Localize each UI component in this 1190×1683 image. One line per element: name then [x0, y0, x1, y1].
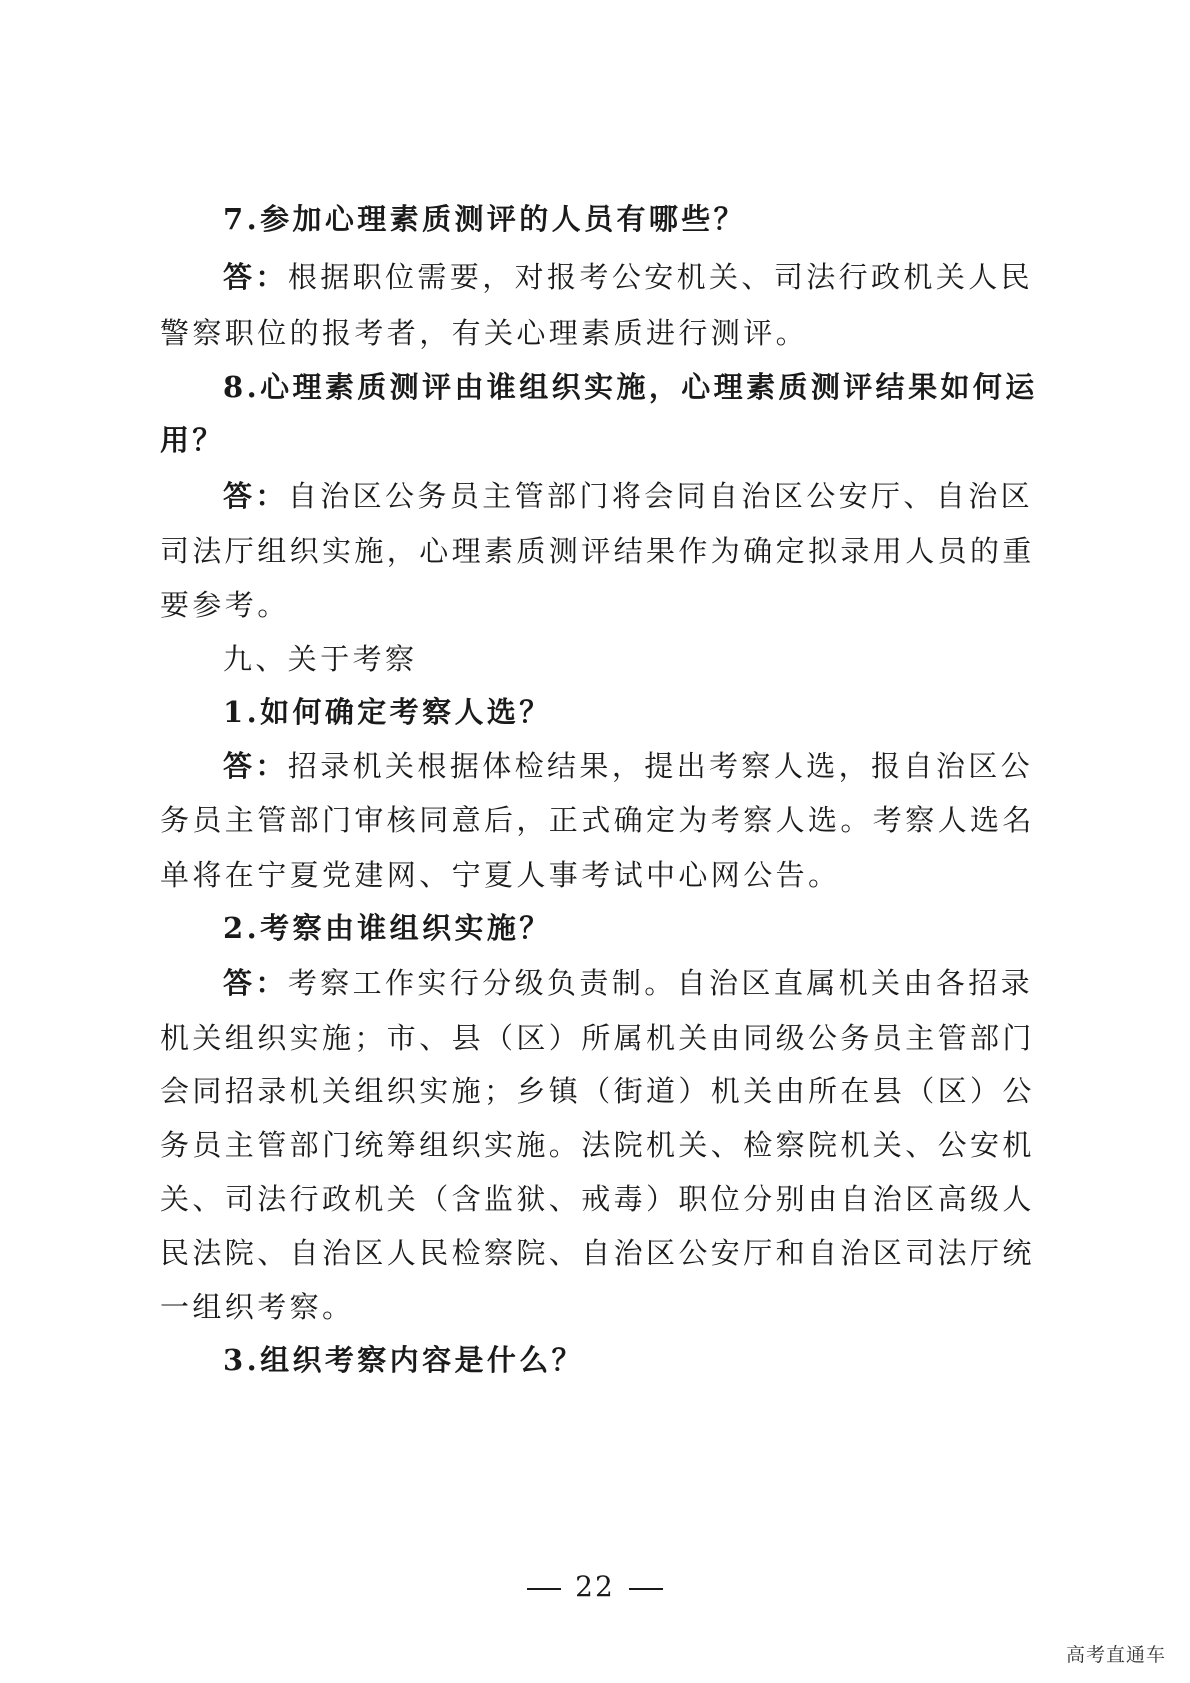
page-number-right-dash: [629, 1588, 663, 1590]
section-heading: 九、关于考察: [223, 642, 418, 676]
answer-9-2-line-5: 关、司法行政机关（含监狱、戒毒）职位分别由自治区高级人: [160, 1182, 1035, 1216]
answer-9-2-line-2: 机关组织实施；市、县（区）所属机关由同级公务员主管部门: [160, 1021, 1035, 1055]
answer-text: 根据职位需要，对报考公安机关、司法行政机关人民: [287, 260, 1034, 294]
answer-8-line-1: [223, 474, 1103, 515]
answer-label: 答：: [223, 966, 288, 1000]
answer-8-line-2: 司法厅组织实施，心理素质测评结果作为确定拟录用人员的重: [160, 534, 1035, 568]
answer-8-line-3: 要参考。: [160, 588, 290, 622]
answer-9-2-line-3: 会同招录机关组织实施；乡镇（街道）机关由所在县（区）公: [160, 1074, 1035, 1108]
answer-7-line-2: 警察职位的报考者，有关心理素质进行测评。: [160, 316, 809, 350]
question-8-line-1: 8.心理素质测评由谁组织实施，心理素质测评结果如何运: [223, 370, 1038, 404]
answer-label: 答：: [223, 260, 288, 294]
question-9-2: 2.考察由谁组织实施？: [223, 911, 552, 945]
page-number-left-dash: [527, 1588, 561, 1590]
answer-text: 考察工作实行分级负责制。自治区直属机关由各招录: [287, 966, 1034, 1000]
question-9-3: 3.组织考察内容是什么？: [223, 1343, 585, 1377]
answer-9-1-line-3: 单将在宁夏党建网、宁夏人事考试中心网公告。: [160, 858, 841, 892]
question-7: 7.参加心理素质测评的人员有哪些？: [223, 202, 747, 236]
answer-9-2-line-7: 一组织考察。: [160, 1290, 355, 1324]
answer-text: 自治区公务员主管部门将会同自治区公安厅、自治区: [287, 479, 1034, 513]
answer-9-2-line-6: 民法院、自治区人民检察院、自治区公安厅和自治区司法厅统: [160, 1236, 1035, 1270]
page-number: [0, 1570, 1190, 1603]
answer-9-1-line-2: 务员主管部门审核同意后，正式确定为考察人选。考察人选名: [160, 803, 1035, 837]
answer-label: 答：: [223, 749, 288, 783]
answer-9-2-line-4: 务员主管部门统筹组织实施。法院机关、检察院机关、公安机: [160, 1128, 1035, 1162]
answer-9-2-line-1: [223, 961, 1103, 1002]
answer-text: 招录机关根据体检结果，提出考察人选，报自治区公: [287, 749, 1034, 783]
question-8-line-2: 用？: [160, 423, 225, 457]
watermark: 高考直通车: [1065, 1644, 1166, 1666]
page-number-value: 22: [575, 1570, 615, 1603]
question-9-1: 1.如何确定考察人选？: [223, 695, 552, 729]
answer-label: 答：: [223, 479, 288, 513]
answer-9-1-line-1: [223, 744, 1103, 785]
answer-7-line-1: [223, 255, 1103, 296]
